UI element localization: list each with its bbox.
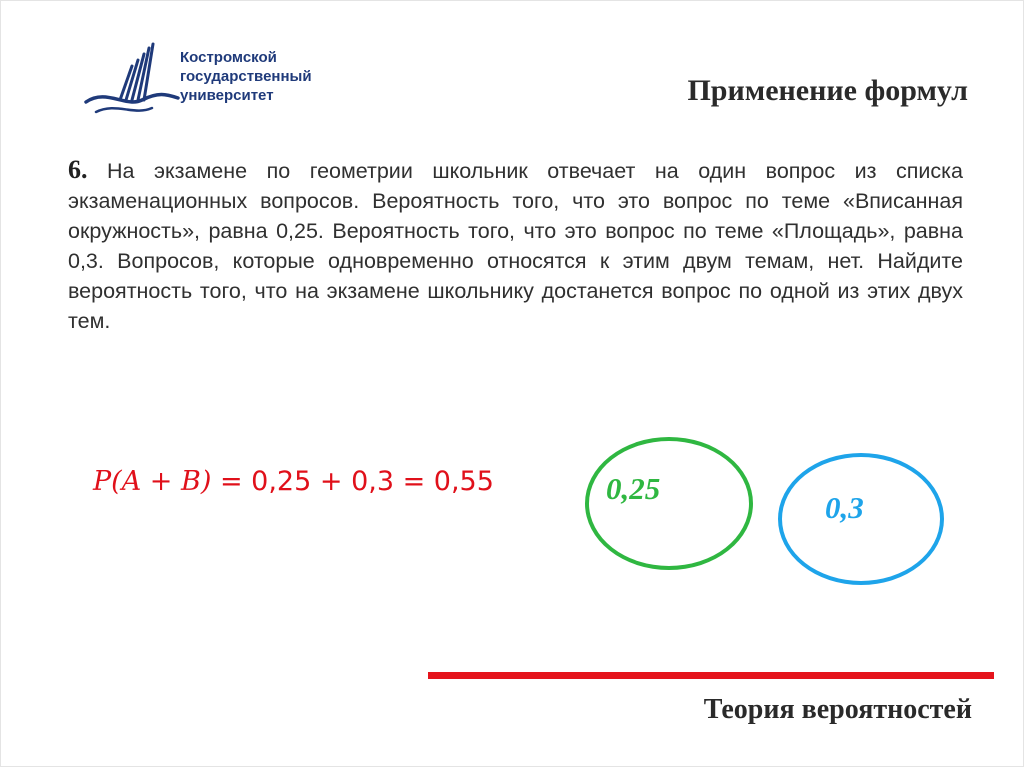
problem-text: На экзамене по геометрии школьник отвечает на один вопрос из списка экзаменационных вопросов. Вероятность того, что это вопрос по теме «Вписанная окружность», равна 0,25. Вероятность того, что это вопрос по теме «Площадь», равна 0,3. Вопросов, которые одновременно относятся к этим двум темам, нет. Найдите вероятность того, что на экзамене школьнику достанется вопрос по одной из этих двух тем. (68, 159, 963, 333)
logo-line: государственный (180, 68, 312, 85)
formula-lhs: P(A + B) (93, 466, 212, 497)
green-ellipse-value: 0,25 (606, 471, 661, 506)
slide-title: Применение формул (687, 74, 968, 107)
logo-line: университет (180, 87, 274, 104)
university-logo (82, 40, 342, 120)
problem-statement (68, 155, 963, 336)
blue-ellipse-value: 0,3 (825, 490, 864, 525)
logo-line: Костромской (180, 49, 277, 66)
problem-number: 6. (68, 155, 88, 184)
logo-emblem-icon (82, 40, 182, 120)
formula-rhs: = 0,25 + 0,3 = 0,55 (211, 466, 494, 497)
logo-text (180, 48, 312, 105)
probability-formula (93, 466, 494, 497)
footer-subject: Теория вероятностей (703, 694, 972, 725)
footer-divider (428, 672, 994, 679)
